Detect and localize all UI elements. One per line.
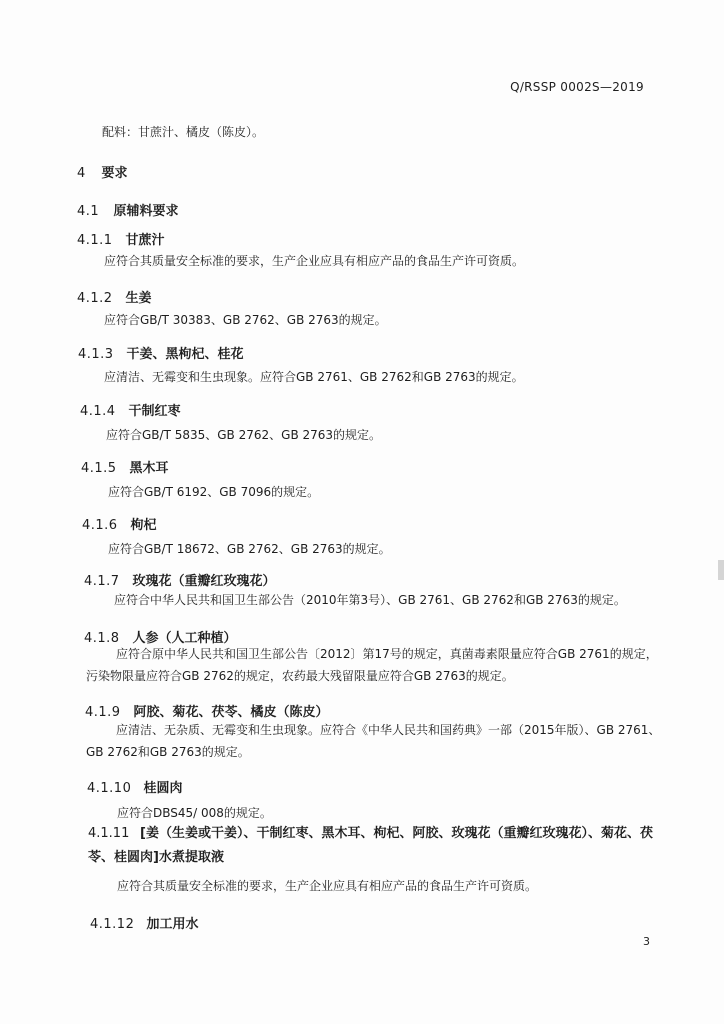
item-number: 4.1.6 (82, 518, 118, 533)
item-text: 应符合DBS45/ 008的规定。 (117, 806, 272, 820)
item-number: 4.1.9 (85, 705, 121, 720)
section-number: 4 (77, 166, 86, 181)
item-text: 应符合GB/T 30383、GB 2762、GB 2763的规定。 (104, 313, 387, 327)
section-4-1-heading (77, 200, 179, 219)
section-title: 要求 (101, 166, 128, 181)
item-title: 黑木耳 (129, 461, 169, 476)
item-number: 4.1.12 (90, 917, 135, 932)
section-4-heading (77, 162, 128, 181)
item-heading (81, 457, 169, 476)
item-heading (85, 701, 329, 720)
page-number: 3 (643, 935, 650, 948)
item-text: 应符合其质量安全标准的要求，生产企业应具有相应产品的食品生产许可资质。 (104, 254, 525, 268)
item-heading (84, 570, 276, 589)
item-title: 人参（人工种植） (132, 631, 237, 646)
item-title: 枸杞 (130, 518, 157, 533)
item-heading (88, 822, 663, 870)
item-title: 干制红枣 (128, 404, 181, 419)
item-number: 4.1.2 (77, 291, 113, 306)
section-title: 原辅料要求 (113, 204, 179, 219)
item-title: 加工用水 (146, 917, 199, 932)
item-heading (90, 913, 199, 932)
item-text: 应符合中华人民共和国卫生部公告（2010年第3号）、GB 2761、GB 2762和GB 2763的规定。 (114, 593, 626, 607)
item-number: 4.1.4 (80, 404, 116, 419)
item-heading (77, 287, 152, 306)
item-title: 玫瑰花（重瓣红玫瑰花） (132, 574, 276, 589)
item-number: 4.1.5 (81, 461, 117, 476)
item-title: [姜（生姜或干姜）、干制红枣、黑木耳、枸杞、阿胶、玫瑰花（重瓣红玫瑰花）、菊花、茯苓、桂圆肉]水煮提取液 (88, 826, 653, 865)
item-heading (87, 777, 183, 796)
item-number: 4.1.11 (88, 826, 130, 841)
item-title: 干姜、黑枸杞、桂花 (126, 347, 244, 362)
item-heading (82, 514, 157, 533)
item-number: 4.1.1 (77, 233, 113, 248)
item-title: 甘蔗汁 (125, 233, 165, 248)
item-text: 应符合GB/T 5835、GB 2762、GB 2763的规定。 (106, 428, 382, 442)
item-heading (80, 400, 181, 419)
item-heading (77, 229, 165, 248)
item-number: 4.1.3 (78, 347, 114, 362)
intro-line: 配料：甘蔗汁、橘皮（陈皮）。 (102, 125, 265, 139)
item-number: 4.1.10 (87, 781, 132, 796)
scan-edge-mark (718, 560, 724, 580)
item-text: 应符合原中华人民共和国卫生部公告〔2012〕第17号的规定，真菌毒素限量应符合GB 2761的规定，污染物限量应符合GB 2762的规定，农药最大残留限量应符合GB 2763的规定。 (86, 647, 658, 683)
section-number: 4.1 (77, 204, 100, 219)
standard-code: Q/RSSP 0002S—2019 (510, 80, 644, 94)
item-text: 应清洁、无霉变和生虫现象。应符合GB 2761、GB 2762和GB 2763的规定。 (104, 370, 524, 384)
item-text: 应符合GB/T 18672、GB 2762、GB 2763的规定。 (108, 542, 391, 556)
item-text: 应符合GB/T 6192、GB 7096的规定。 (108, 485, 320, 499)
item-text: 应清洁、无杂质、无霉变和生虫现象。应符合《中华人民共和国药典》一部（2015年版）、GB 2761、GB 2762和GB 2763的规定。 (86, 723, 661, 759)
item-heading (78, 343, 244, 362)
item-title: 生姜 (125, 291, 152, 306)
item-title: 桂圆肉 (143, 781, 183, 796)
item-number: 4.1.8 (84, 631, 120, 646)
item-text: 应符合其质量安全标准的要求，生产企业应具有相应产品的食品生产许可资质。 (117, 879, 538, 893)
item-title: 阿胶、菊花、茯苓、橘皮（陈皮） (133, 705, 329, 720)
item-number: 4.1.7 (84, 574, 120, 589)
